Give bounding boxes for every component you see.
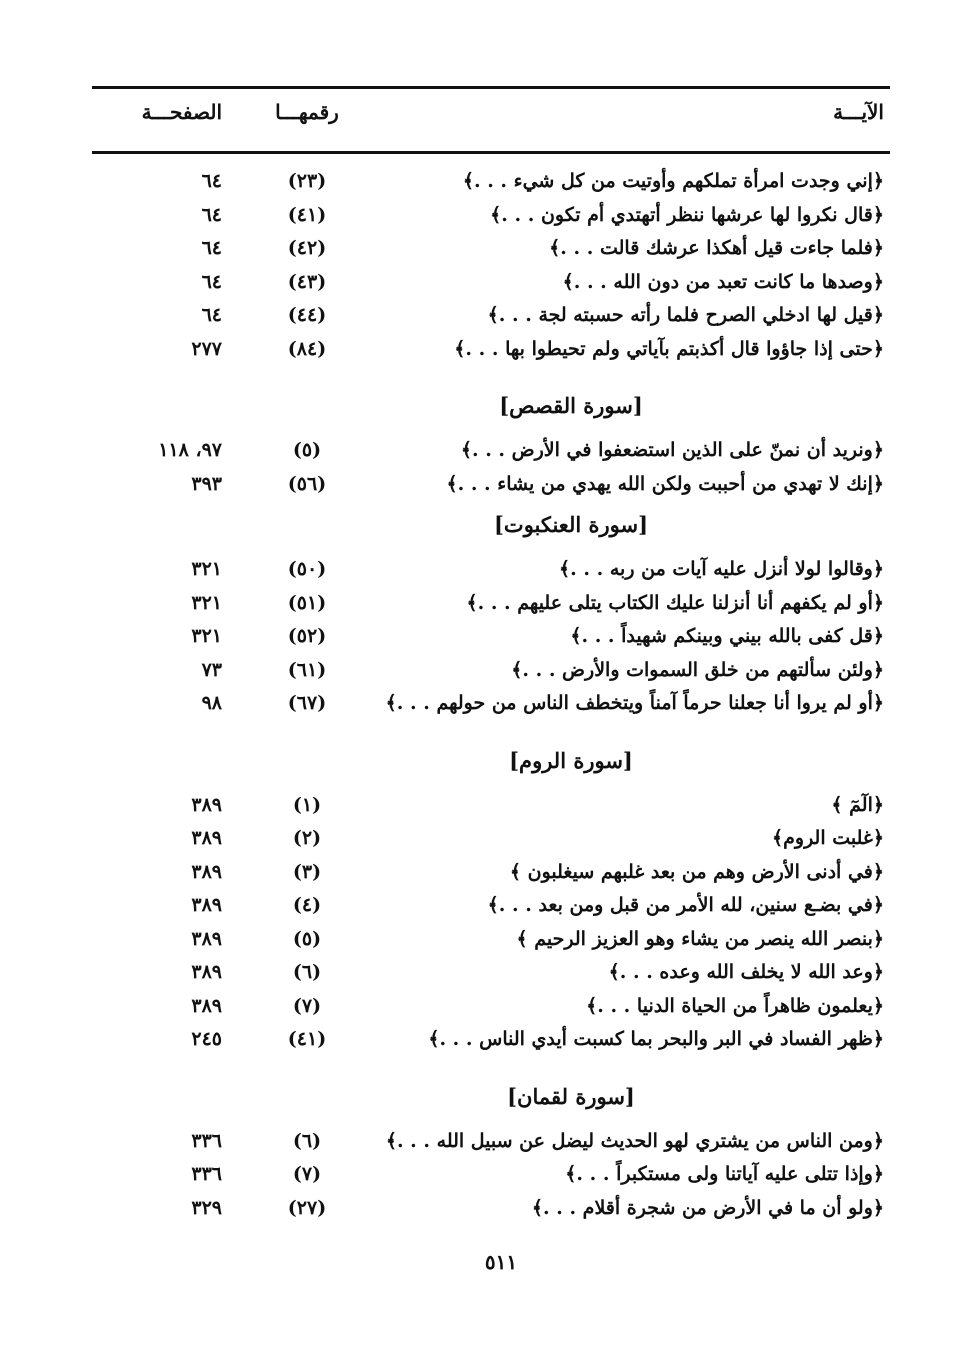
page-ref: ٢٤٥: [191, 1028, 222, 1050]
table-row: [92, 859, 890, 893]
table-row: [92, 993, 890, 1027]
page-ref: ٣٨٩: [191, 961, 222, 983]
table-row: [92, 202, 890, 236]
verse-number: (٥٢): [287, 625, 327, 647]
page-ref: ٣٢١: [191, 625, 222, 647]
verse-number: (٦): [292, 1129, 322, 1152]
verse-number: (٧): [292, 994, 322, 1017]
page-ref: ٣٣٦: [191, 1129, 222, 1152]
verse-number: (٣): [292, 860, 322, 883]
page-ref: ٣٨٩: [191, 994, 222, 1017]
table-row: [92, 1195, 890, 1229]
verse-number: (٥): [292, 439, 322, 461]
verse-number: (٦١): [287, 658, 327, 681]
page-ref: ٩٧، ١١٨: [158, 439, 222, 461]
surah-title-text: [سورة لقمان]: [507, 1083, 635, 1109]
verse-text: ﴿ونريد أن نمنّ على الذين استضعفوا في الأرض . . .﴾: [460, 439, 884, 461]
table-row: [92, 959, 890, 993]
page-ref: ٣٢٩: [191, 1196, 222, 1219]
verse-text: ﴿إنك لا تهدي من أحببت ولكن الله يهدي من يشاء . . .﴾: [446, 472, 884, 495]
page-ref: ٦٤: [201, 270, 222, 293]
index-page: [92, 84, 890, 1344]
page-number: ٥١١: [484, 1250, 518, 1274]
verse-number: (٤٤): [287, 304, 327, 326]
verse-text: ﴿ولئن سألتهم من خلق السموات والأرض . . .﴾: [511, 658, 884, 681]
page-column-header: الصفحـــة: [141, 100, 222, 124]
table-row: [92, 302, 890, 336]
table-row: [92, 556, 890, 590]
verse-text: ﴿قل كفى بالله بيني وبينكم شهيداً . . .﴾: [570, 625, 884, 647]
verse-number: (٦٧): [287, 692, 327, 714]
verse-number: (٢): [292, 827, 322, 849]
page-ref: ٣٨٩: [191, 860, 222, 883]
page-ref: ٧٣: [201, 658, 222, 681]
table-row: [92, 336, 890, 370]
verse-column-header: الآيـــة: [833, 100, 884, 124]
header-rule: [92, 151, 890, 154]
verse-text: ﴿وقالوا لولا أنزل عليه آيات من ربه . . .﴾: [559, 558, 884, 580]
surah-title: [92, 385, 890, 437]
verse-text: ﴿ومن الناس من يشتري لهو الحديث ليضل عن سبيل الله . . .﴾: [385, 1129, 884, 1152]
table-row: [92, 690, 890, 724]
table-row: [92, 926, 890, 960]
table-header: [92, 100, 890, 140]
table-row: [92, 269, 890, 303]
table-row: [92, 471, 890, 505]
verse-number: (١): [292, 793, 322, 816]
page-ref: ٩٨: [201, 692, 222, 714]
table-row: [92, 1026, 890, 1060]
verse-text: ﴿بنصر الله ينصر من يشاء وهو العزيز الرحيم ﴾: [516, 927, 884, 950]
table-row: [92, 623, 890, 657]
verse-text: ﴿وعد الله لا يخلف الله وعده . . .﴾: [608, 961, 884, 983]
table-row: [92, 235, 890, 269]
verse-number: (٤٣): [287, 270, 327, 293]
page-ref: ٢٧٧: [191, 337, 222, 360]
verse-number: (٤١): [287, 203, 327, 226]
page-ref: ٦٤: [201, 237, 222, 259]
verse-number: (٦): [292, 961, 322, 983]
page-ref: ٣٨٩: [191, 827, 222, 849]
surah-title: [92, 740, 890, 792]
section-gap: [92, 724, 890, 740]
page-ref: ٣٢١: [191, 558, 222, 580]
section-gap: [92, 1060, 890, 1076]
verse-text: ﴿إني وجدت امرأة تملكهم وأوتيت من كل شيء . . .﴾: [462, 170, 884, 192]
verse-text: ﴿ولو أن ما في الأرض من شجرة أقلام . . .﴾: [531, 1196, 884, 1219]
verse-number: (٢٣): [287, 170, 327, 192]
page-ref: ٣٣٦: [191, 1163, 222, 1185]
verse-text: ﴿فلما جاءت قيل أهكذا عرشك قالت . . .﴾: [549, 237, 884, 259]
verse-text: ﴿ظهر الفساد في البر والبحر بما كسبت أيدي الناس . . .﴾: [428, 1028, 884, 1050]
surah-title-text: [سورة القصص]: [499, 393, 643, 418]
surah-title-text: [سورة الروم]: [509, 747, 633, 773]
verse-text: ﴿وإذا تتلى عليه آياتنا ولى مستكبراً . . .﴾: [565, 1163, 884, 1185]
table-row: [92, 1161, 890, 1195]
surah-title-text: [سورة العنكبوت]: [493, 512, 649, 537]
table-row: [92, 168, 890, 202]
table-row: [92, 657, 890, 691]
verse-text: ﴿قيل لها ادخلي الصرح فلما رأته حسبته لجة . . .﴾: [487, 304, 884, 326]
verse-text: ﴿في بضـع سنين، لله الأمر من قبل ومن بعد . . .﴾: [487, 894, 884, 916]
verse-number: (٥٦): [287, 472, 327, 495]
surah-title: [92, 1076, 890, 1128]
verse-number: (٥١): [287, 591, 327, 614]
section-gap: [92, 369, 890, 385]
verse-text: ﴿حتى إذا جاؤوا قال أكذبتم بآياتي ولم تحيطوا بها . . .﴾: [454, 337, 884, 360]
surah-title: [92, 504, 890, 556]
verse-text: ﴿غلبت الروم﴾: [772, 827, 884, 849]
page-ref: ٣٨٩: [191, 793, 222, 816]
table-row: [92, 437, 890, 471]
verse-number: (٥٠): [287, 558, 327, 580]
page-ref: ٣٩٣: [191, 472, 222, 495]
page-ref: ٣٨٩: [191, 894, 222, 916]
number-column-header: رقمهـــا: [275, 100, 339, 124]
verse-number: (٤١): [287, 1028, 327, 1050]
table-row: [92, 892, 890, 926]
table-row: [92, 825, 890, 859]
verse-text: ﴿في أدنى الأرض وهم من بعد غلبهم سيغلبون ﴾: [509, 860, 884, 883]
page-ref: ٦٤: [201, 304, 222, 326]
table-row: [92, 590, 890, 624]
verse-number: (٢٧): [287, 1196, 327, 1219]
verse-number: (٥): [292, 927, 322, 950]
verse-number: (٤٢): [287, 237, 327, 259]
verse-text: ﴿وصدها ما كانت تعبد من دون الله . . .﴾: [562, 270, 884, 293]
verse-text: ﴿الٓمٓ ﴾: [831, 793, 884, 816]
verse-number: (٨٤): [287, 337, 327, 360]
verse-index-list: [92, 168, 890, 1228]
page-ref: ٦٤: [201, 203, 222, 226]
verse-text: ﴿يعلمون ظاهراً من الحياة الدنيا . . .﴾: [586, 994, 884, 1017]
verse-text: ﴿أو لم يروا أنا جعلنا حرماً آمناً ويتخطف الناس من حولهم . . .﴾: [385, 692, 884, 714]
verse-number: (٧): [292, 1163, 322, 1185]
top-rule: [92, 86, 890, 89]
page-ref: ٣٨٩: [191, 927, 222, 950]
table-row: [92, 1128, 890, 1162]
page-ref: ٣٢١: [191, 591, 222, 614]
verse-number: (٤): [292, 894, 322, 916]
page-ref: ٦٤: [201, 170, 222, 192]
verse-text: ﴿أو لم يكفهم أنا أنزلنا عليك الكتاب يتلى عليهم . . .﴾: [466, 591, 884, 614]
table-row: [92, 792, 890, 826]
verse-text: ﴿قال نكروا لها عرشها ننظر أتهتدي أم تكون . . .﴾: [490, 203, 884, 226]
